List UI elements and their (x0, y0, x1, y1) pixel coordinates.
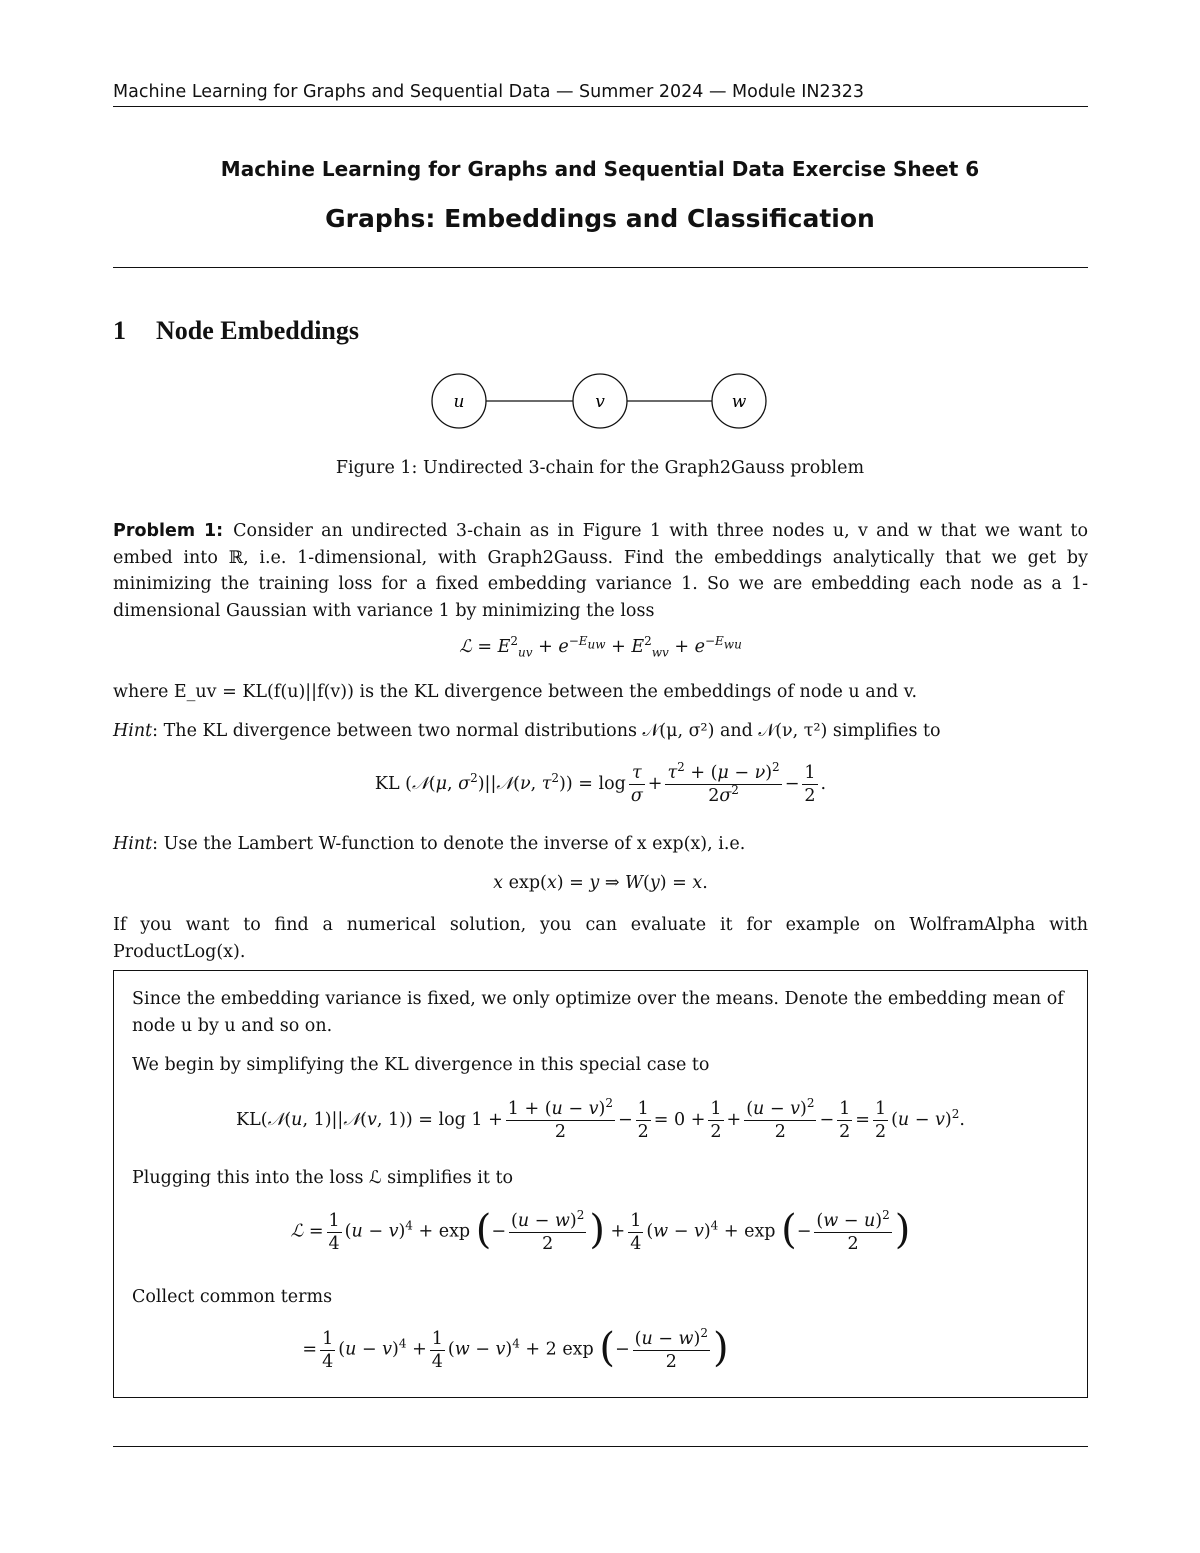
problem-text: Consider an undirected 3-chain as in Figure 1 with three nodes u, v and w that we want to embed into ℝ, i.e. 1-dimensional, with Graph2Gauss. Find the embeddings analytically that we get by minimizing the training loss for a fixed embedding variance 1. So we are embedding each node as a 1-dimensional Gaussian with variance 1 by minimizing the loss (113, 521, 1088, 621)
figure-caption: Figure 1: Undirected 3-chain for the Graph2Gauss problem (335, 458, 865, 478)
hint2-text: : Use the Lambert W-function to denote the inverse of x exp(x), i.e. (152, 834, 746, 854)
solution-loss-equation: ℒ = $\frac{1}{4}$ $(u - v)^4 + \exp$ (− $\frac{(u - w)^2}{2}$ ) + $\frac{1}{4}$ $(w - v)^4 + \exp$ (− $\frac{(w - u)^2}{2}$ ) (290, 1207, 911, 1254)
loss-equation: ℒ = $E^2_{uv} + e^{-E_{uw}} + E^2_{wv} + e^{-E_{wu}}$ (459, 634, 742, 660)
solution-kl-intro: We begin by simplifying the KL divergence in this special case to (132, 1055, 710, 1075)
solution-kl-equation: KL(𝒩(u, 1)||𝒩(v, 1)) = log 1 + $\frac{1 + (u - v)^2}{2}$ − $\frac{1}{2}$ = 0 + $\frac{1}{2}$ + $\frac{(u - v)^2}{2}$ − $\frac{1}{2}$ = $\frac{1}{2}$ $(u - v)^2$. (236, 1096, 965, 1142)
hint-lambert (113, 831, 1088, 858)
header-rule (113, 106, 1088, 107)
section-heading (113, 316, 359, 346)
hint1-label: Hint (113, 721, 153, 741)
solution-collect: Collect common terms (132, 1287, 333, 1307)
solution-collected-equation: = $\frac{1}{4}$ $(u - v)^4$ + $\frac{1}{4}$ $(w - v)^4 + 2$ exp (− $\frac{(u - w)^2}{2}$ ) (302, 1325, 729, 1372)
node-label-u: u (453, 392, 465, 412)
solution-plug-in: Plugging this into the loss ℒ simplifies it to (132, 1168, 514, 1188)
section-number: 1 (113, 316, 126, 345)
numerical-note: If you want to find a numerical solution, you can evaluate it for example on WolframAlpha with ProductLog(x). (113, 915, 1088, 962)
problem-statement (113, 518, 1088, 624)
footer-rule (113, 1446, 1088, 1447)
solution-intro: Since the embedding variance is fixed, we only optimize over the means. Denote the embedding mean of node u by u and so on. (132, 989, 1064, 1036)
kl-equation: KL (𝒩(μ, $\sigma^2)||𝒩(\nu$, $\tau^2)) = \log$ $\frac{\tau}{\sigma}$ + $\frac{\tau^2 + (\mu - \nu)^2}{2\sigma^2}$ − $\frac{1}{2}$ . (374, 760, 827, 806)
title-rule (113, 267, 1088, 268)
lambert-equation: x exp(x) = y ⇒ W(y) = x. (493, 873, 708, 893)
running-header: Machine Learning for Graphs and Sequential Data — Summer 2024 — Module IN2323 (113, 82, 865, 102)
solution-box (113, 970, 1088, 1398)
node-label-v: v (595, 392, 605, 412)
section-title: Node Embeddings (156, 316, 359, 345)
where-text: where E_uv = KL(f(u)||f(v)) is the KL divergence between the embeddings of node u and v. (113, 682, 918, 702)
hint2-label: Hint (113, 834, 153, 854)
sheet-subtitle: Graphs: Embeddings and Classification (325, 204, 875, 233)
hint-kl (113, 718, 1088, 745)
problem-label: Problem 1: (113, 521, 224, 541)
sheet-title: Machine Learning for Graphs and Sequential Data Exercise Sheet 6 (220, 157, 980, 181)
node-label-w: w (731, 392, 747, 412)
hint1-text: : The KL divergence between two normal distributions 𝒩(μ, σ²) and 𝒩(ν, τ²) simplifies to (152, 721, 941, 741)
chain-graph-figure (113, 370, 1088, 434)
